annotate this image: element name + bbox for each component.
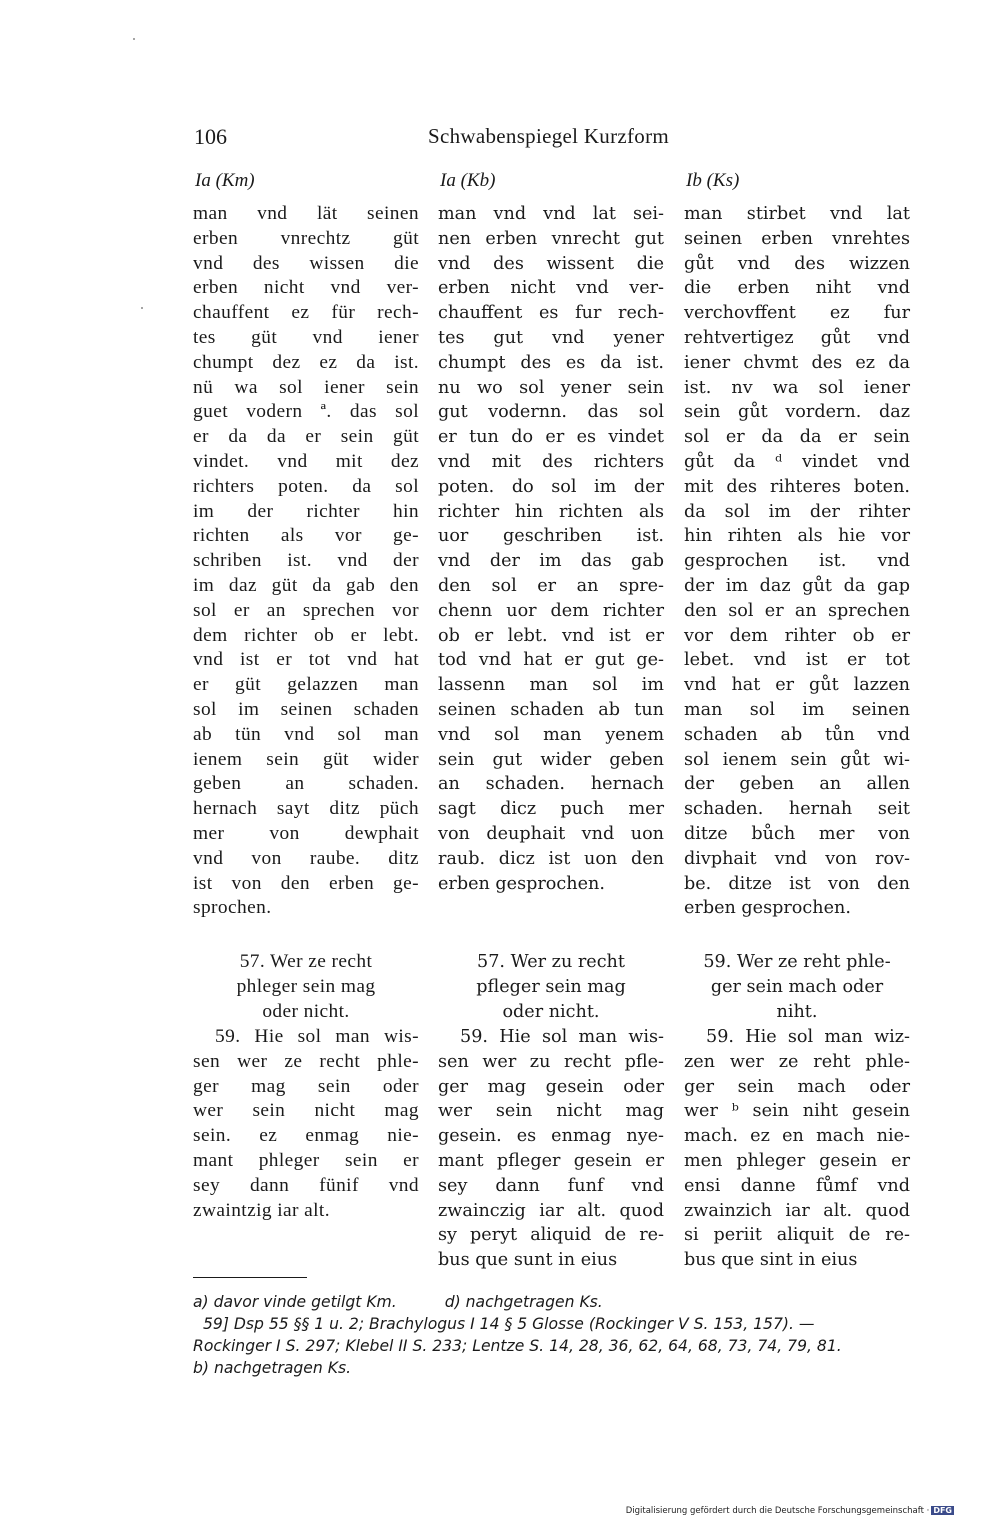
text-line: seinen schaden ab tun	[438, 699, 664, 720]
text-line: sol er an sprechen vor	[193, 599, 419, 621]
footnote-line	[193, 1291, 913, 1313]
text-line: ger sein mach oder	[684, 1076, 910, 1097]
credit-text: Digitalisierung gefördert durch die Deutsche Forschungsgemeinschaft ·	[625, 1506, 930, 1516]
footnote-reference-line-2: Rockinger I S. 297; Klebel II S. 233; Lentze S. 14, 28, 36, 62, 64, 68, 73, 74, 79, 81.	[193, 1337, 842, 1355]
text-line: ger mag sein oder	[193, 1075, 419, 1097]
text-line: chauffent ez für rech-	[193, 302, 419, 324]
text-line: 59. Hie sol man wis-	[215, 1026, 419, 1047]
text-line: vnd der im das gab	[438, 551, 664, 572]
text-line: hernach sayt ditz püch	[193, 798, 419, 820]
text-line: men phleger gesein er	[684, 1150, 910, 1171]
column-ks-section-body	[684, 1025, 910, 1273]
text-line: vnd mit des richters	[438, 451, 664, 472]
text-line: vindet. vnd mit dez	[193, 450, 419, 472]
text-line: nen erben vnrecht gut	[438, 228, 664, 249]
text-line: ob er lebt. vnd ist er	[438, 625, 664, 646]
text-line: iener chvmt des ez da	[684, 352, 910, 373]
text-line: vnd des wissent die	[438, 253, 664, 274]
text-line: sol ienem sein gůt wi-	[684, 749, 910, 770]
text-line: er da da er sein güt	[193, 426, 419, 448]
text-line: seinen erben vnrehtes	[684, 228, 910, 249]
text-line: zwainzich iar alt. quod	[684, 1200, 910, 1221]
text-line: 57. Wer ze recht	[239, 951, 373, 972]
footnote-d: d) nachgetragen Ks.	[444, 1293, 603, 1311]
text-line: sein. ez enmag nie-	[193, 1125, 419, 1147]
text-line: ger sein mach oder	[710, 976, 884, 997]
footnotes	[193, 1291, 913, 1379]
text-line: 59. Hie sol man wis-	[460, 1027, 664, 1047]
column-ks-body	[684, 202, 910, 921]
footnote-a: a) davor vinde getilgt Km.	[193, 1293, 397, 1311]
text-line: 59. Hie sol man wiz-	[706, 1027, 910, 1047]
text-line: man stirbet vnd lat	[684, 204, 910, 224]
text-line: geben an schaden.	[193, 773, 419, 795]
text-line: mant pfleger gesein er	[438, 1150, 664, 1171]
text-line: richter hin richten als	[438, 501, 664, 522]
column-kb-section-body	[438, 1025, 664, 1273]
text-line: richters poten. da sol	[193, 475, 419, 497]
text-line: da sol im der rihter	[684, 501, 910, 522]
column-km-section-body	[193, 1025, 419, 1223]
text-line: mer von dewphait	[193, 822, 419, 844]
text-line: sy peryt aliquid de re-	[438, 1225, 664, 1246]
text-line: sen wer zu recht pfle-	[438, 1051, 664, 1072]
text-line: schriben ist. vnd der	[193, 550, 419, 572]
column-heading-km: Ia (Km)	[195, 170, 255, 191]
text-line: erben nicht vnd ver-	[438, 278, 664, 299]
text-line: chumpt des es da ist.	[438, 352, 664, 373]
text-line: poten. do sol im der	[438, 476, 664, 497]
text-line: oder nicht.	[262, 1000, 350, 1022]
column-km-body	[193, 202, 419, 921]
page-number: 106	[194, 124, 227, 149]
scan-speck	[141, 307, 143, 309]
text-line: erben gesprochen.	[684, 898, 851, 919]
text-line: vnd ist er tot vnd hat	[193, 649, 419, 671]
text-line: tes güt vnd iener	[193, 326, 419, 348]
text-line: wer sein nicht mag	[193, 1100, 419, 1122]
text-line: richten als vor ge-	[193, 525, 419, 547]
text-line: die erben niht vnd	[684, 278, 910, 299]
text-line: sen wer ze recht phle-	[193, 1050, 419, 1072]
text-line: er tun do er es vindet	[438, 427, 664, 448]
text-line: erben nicht vnd ver-	[193, 277, 419, 299]
text-line: wer ᵇ sein niht gesein	[684, 1101, 910, 1122]
column-ks-section-heading	[684, 950, 910, 1024]
text-line: bus que sint in eius	[684, 1250, 858, 1271]
text-line: sein gůt vordern. daz	[684, 402, 910, 423]
text-line: pfleger sein mag	[476, 976, 626, 997]
text-line: von deuphait vnd uon	[438, 823, 664, 844]
column-heading-kb: Ia (Kb)	[440, 170, 496, 191]
text-line: der geben an allen	[684, 774, 910, 795]
text-line: gůt da ᵈ vindet vnd	[684, 451, 910, 472]
text-line: ensi danne fůmf vnd	[684, 1175, 910, 1196]
text-line: gut vodernn. das sol	[438, 402, 664, 423]
text-line: sey dann funf vnd	[438, 1175, 664, 1196]
text-line: ist. nv wa sol iener	[684, 377, 910, 398]
dfg-logo: DFG	[933, 1506, 952, 1515]
text-line: be. ditze ist von den	[684, 873, 910, 894]
footnote-rule	[193, 1277, 307, 1278]
text-line: 57. Wer zu recht	[477, 952, 625, 972]
column-km-section-heading	[193, 950, 419, 1024]
column-kb-body	[438, 202, 664, 896]
text-line: mant phleger sein er	[193, 1149, 419, 1171]
column-kb-section-heading	[438, 950, 664, 1024]
footnote-b: b) nachgetragen Ks.	[193, 1359, 352, 1377]
text-line: im daz güt da gab den	[193, 574, 419, 596]
text-line: guet vodern ª. das sol	[193, 401, 419, 423]
text-line: ger mag gesein oder	[438, 1076, 664, 1097]
text-line: sey dann fünif vnd	[193, 1174, 419, 1196]
text-line: uor geschriben ist.	[438, 526, 664, 547]
text-line: divphait vnd von rov-	[684, 848, 910, 869]
text-line: erben gesprochen.	[438, 873, 605, 894]
text-line: ab tün vnd sol man	[193, 723, 419, 745]
text-line: vor dem rihter ob er	[684, 625, 910, 646]
text-line: bus que sunt in eius	[438, 1250, 618, 1271]
text-line: ditze bůch mer von	[684, 823, 910, 844]
text-line: den sol er an sprechen	[684, 600, 910, 621]
text-line: rehtvertigez gůt vnd	[684, 327, 910, 348]
text-line: vnd hat er gůt lazzen	[684, 675, 910, 696]
text-line: gesprochen ist. vnd	[684, 551, 910, 572]
text-line: chenn uor dem richter	[438, 600, 664, 621]
text-line: schaden. hernah seit	[684, 799, 910, 820]
text-line: den sol er an spre-	[438, 575, 664, 596]
digitization-credit	[626, 1506, 954, 1516]
text-line: sol im seinen schaden	[193, 698, 419, 720]
text-line: tod vnd hat er gut ge-	[438, 650, 664, 671]
text-line: wer sein nicht mag	[438, 1101, 664, 1122]
text-line: zwaintzig iar alt.	[193, 1199, 330, 1221]
text-line: nu wo sol yener sein	[438, 377, 664, 398]
text-line: sein gut wider geben	[438, 749, 664, 770]
text-line: dem richter ob er lebt.	[193, 624, 419, 646]
text-line: sprochen.	[193, 897, 272, 919]
text-line: man sol im seinen	[684, 699, 910, 720]
text-line: 59. Wer ze reht phle-	[703, 952, 891, 972]
text-line: niht.	[776, 1001, 818, 1022]
text-line: zen wer ze reht phle-	[684, 1051, 910, 1072]
text-line: sol er da da er sein	[684, 427, 910, 448]
text-line: si periit aliquit de re-	[684, 1225, 910, 1246]
text-line: man vnd lät seinen	[193, 203, 419, 224]
text-line: vnd des wissen die	[193, 252, 419, 274]
text-line: vnd sol man yenem	[438, 724, 664, 745]
text-line: im der richter hin	[193, 500, 419, 522]
text-line: tes gut vnd yener	[438, 327, 664, 348]
text-line: mit des rihteres boten.	[684, 476, 910, 497]
text-line: gesein. es enmag nye-	[438, 1126, 664, 1147]
text-line: vnd von raube. ditz	[193, 847, 419, 869]
text-line: er güt gelazzen man	[193, 674, 419, 696]
text-line: man vnd vnd lat sei-	[438, 204, 664, 224]
text-line: gůt vnd des wizzen	[684, 253, 910, 274]
text-line: sagt dicz puch mer	[438, 799, 664, 820]
text-line: oder nicht.	[502, 1001, 600, 1022]
running-title: Schwabenspiegel Kurzform	[428, 124, 670, 148]
text-line: verchovffent ez fur	[684, 303, 910, 324]
text-line: lassenn man sol im	[438, 675, 664, 696]
footnote-reference-line-1: 59] Dsp 55 §§ 1 u. 2; Brachylogus I 14 § 5 Glosse (Rockinger V S. 153, 157). —	[203, 1315, 815, 1333]
text-line: ienem sein güt wider	[193, 748, 419, 770]
text-line: chauffent es fur rech-	[438, 303, 664, 324]
column-heading-ks: Ib (Ks)	[686, 170, 740, 191]
text-line: an schaden. hernach	[438, 774, 664, 795]
text-line: der im daz gůt da gap	[684, 575, 910, 596]
text-line: nü wa sol iener sein	[193, 376, 419, 398]
text-line: raub. dicz ist uon den	[438, 848, 664, 869]
text-line: schaden ab tůn vnd	[684, 724, 910, 745]
text-line: ist von den erben ge-	[193, 872, 419, 894]
text-line: chumpt dez ez da ist.	[193, 351, 419, 373]
scan-speck	[133, 38, 135, 40]
text-line: mach. ez en mach nie-	[684, 1126, 910, 1147]
text-line: phleger sein mag	[236, 975, 376, 997]
text-line: erben vnrechtz güt	[193, 227, 419, 249]
text-line: hin rihten als hie vor	[684, 526, 910, 547]
text-line: lebet. vnd ist er tot	[684, 650, 910, 671]
text-line: zwainczig iar alt. quod	[438, 1200, 664, 1221]
